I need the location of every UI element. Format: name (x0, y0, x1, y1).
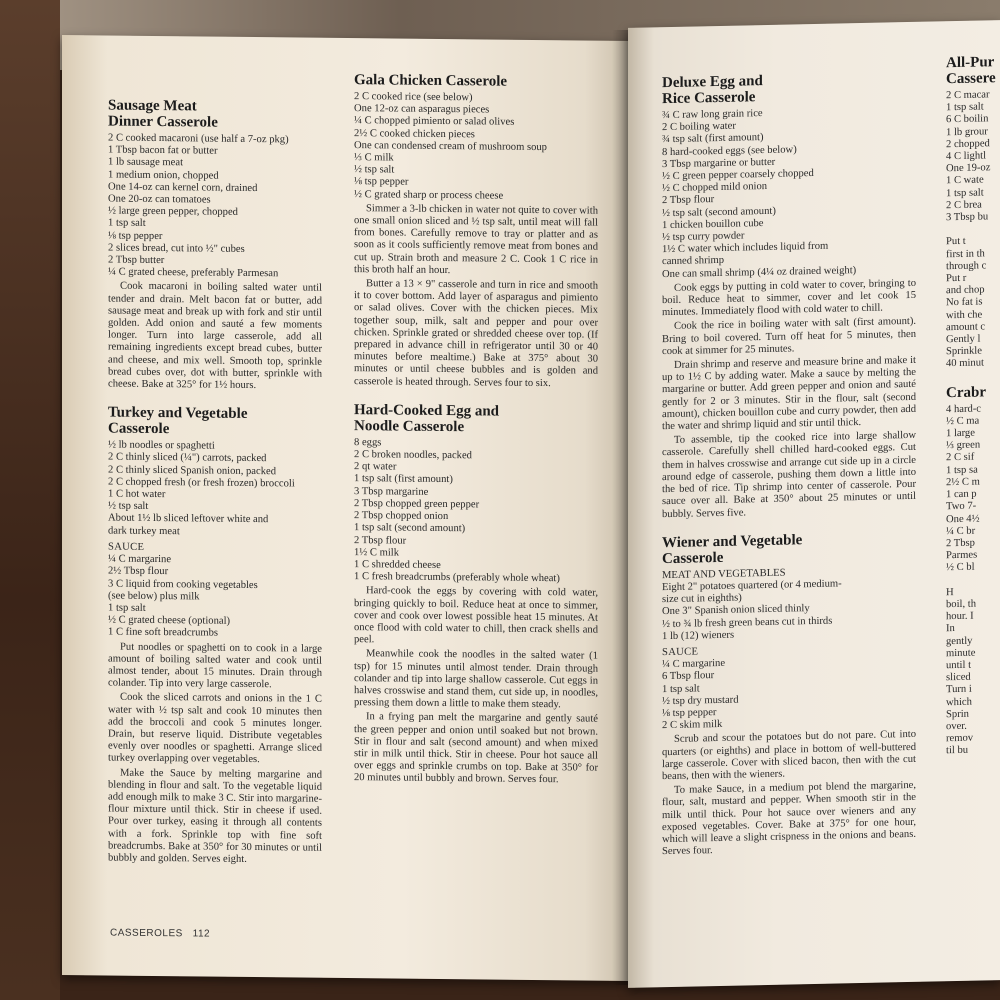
method-paragraph: Cook the rice in boiling water with salt (first amount). Bring to boil covered. Turn off heat for 5 minutes, then cook at simmer for 25 minutes. (662, 316, 916, 358)
sauce-ingredient-list (662, 654, 916, 733)
ingredient-line: 1 lb sausage meat (108, 156, 184, 169)
cut-off-line: 4 C lightl (946, 150, 987, 163)
ingredient-line: 2 Tbsp flour (662, 194, 715, 207)
cut-off-line: ⅓ green (946, 439, 981, 452)
ingredient-line: ½ tsp salt (108, 500, 149, 513)
recipe-title-line: Hard-Cooked Egg and (354, 401, 500, 420)
method-paragraph: Drain shrimp and reserve and measure brine and make it up to 1½ C by adding water. Make a sauce by melting the margarine or butter. Add green pepper and onion and sauté gently for 2 or 3 minutes. Stir in the flour, salt (second amount), chicken bouillon cube and curry powder, then add the water and shrimp liquid and stir until thick. (662, 354, 916, 433)
method-paragraph: Scrub and scour the potatoes but do not pare. Cut into quarters (or eighths) and place in bottom of well-buttered large casserole. Cover with sliced bacon, then with the cut beans, then with the wieners. (662, 729, 916, 783)
ingredient-line: ¾ tsp salt (first amount) (662, 132, 764, 146)
ingredient-line: 1 tsp salt (second amount) (354, 522, 466, 535)
right-page-column-1 (662, 70, 916, 873)
cut-off-line: 1 tsp salt (946, 187, 984, 199)
recipe-title-line: Dinner Casserole (108, 113, 218, 131)
ingredient-line: 2 C cooked macaroni (use half a 7-oz pkg) (108, 132, 289, 146)
method-paragraph: Simmer a 3-lb chicken in water not quite to cover with one small onion sliced and ½ tsp salt, until meat will fall from bones. Carefully remove to tray or platter and as soon as it cools sufficiently remove meat from bones and cut up. Strain broth and measure 2 C. Cook 1 C rice in this broth half an hour. (354, 203, 598, 276)
ingredient-line: 1½ C milk (354, 546, 400, 559)
recipe-title-line: Deluxe Egg and (662, 73, 763, 92)
recipe-title (108, 405, 322, 439)
ingredient-line: One can condensed cream of mushroom soup (354, 139, 547, 153)
cut-off-line: Sprin (946, 708, 969, 720)
ingredient-line: ¾ C raw long grain rice (662, 108, 763, 122)
ingredient-line: 2 C boiling water (662, 120, 736, 134)
ingredient-list (108, 440, 322, 540)
recipe-title-line: Rice Casserole (662, 89, 756, 108)
ingredient-line: About 1½ lb sliced leftover white and (108, 512, 269, 526)
sauce-ingredient-list (108, 554, 322, 642)
cut-off-text-lines (946, 403, 1000, 758)
ingredient-line: canned shrimp (662, 255, 725, 268)
recipe-title-line: Sausage Meat (108, 97, 197, 115)
left-page-column-2 (354, 72, 598, 801)
ingredient-line: 2 slices bread, cut into ½" cubes (108, 242, 245, 255)
cut-off-line: amount c (946, 321, 986, 334)
ingredient-line: 1½ C water which includes liquid from (662, 240, 829, 256)
cut-off-line: Turn i (946, 684, 972, 696)
sauce-ingredient-line: ½ C grated cheese (optional) (108, 614, 231, 627)
sauce-ingredient-line: 1 tsp salt (662, 682, 700, 695)
ingredient-line: 8 hard-cooked eggs (see below) (662, 143, 797, 158)
cut-off-line: One 4½ (946, 513, 980, 525)
sauce-ingredient-line: ¼ C margarine (108, 553, 172, 566)
cut-off-line: gently (946, 635, 973, 647)
method-paragraph: Cook eggs by putting in cold water to cover, bringing to boil. Reduce heat to simmer, cover and let cook 15 minutes. Immediately flood with cold water to chill. (662, 277, 916, 319)
ingredient-line: 3 Tbsp margarine (354, 485, 429, 498)
cut-off-line: til bu (946, 745, 969, 757)
ingredient-line: 2 qt water (354, 461, 397, 473)
cut-off-line: boil, th (946, 598, 977, 611)
ingredient-line: ½ to ¾ lb fresh green beans cut in thirds (662, 615, 833, 630)
recipe (662, 530, 916, 859)
ingredient-list (354, 437, 598, 586)
ingredient-line: 1 Tbsp bacon fat or butter (108, 144, 218, 157)
background-table (0, 0, 60, 1000)
sauce-label: SAUCE (662, 646, 699, 659)
cut-off-line: first in th (946, 248, 985, 260)
ingredient-line: 2 C cooked rice (see below) (354, 91, 473, 104)
ingredient-line: 1 medium onion, chopped (108, 169, 219, 182)
ingredient-line: One 14-oz can kernel corn, drained (108, 181, 258, 194)
ingredient-line: 2 C thinly sliced Spanish onion, packed (108, 464, 277, 477)
cut-off-line: Put t (946, 236, 966, 248)
recipe-title-line: Cassere (946, 70, 996, 88)
footer-page-number: 112 (192, 928, 211, 940)
cut-off-line: One 19-oz (946, 162, 991, 175)
right-page-column-2 (946, 54, 1000, 758)
cut-off-line: hour. I (946, 610, 974, 623)
cut-off-line: minute (946, 647, 976, 659)
cut-off-line: over. (946, 720, 967, 733)
ingredient-line: ½ tsp salt (second amount) (662, 205, 776, 219)
recipe-title (662, 530, 916, 567)
sauce-ingredient-line: 1 tsp salt (108, 602, 146, 614)
ingredient-line: 2 C thinly sliced (¼") carrots, packed (108, 451, 267, 465)
ingredient-line: 2 Tbsp chopped onion (354, 510, 449, 523)
sauce-ingredient-line: ⅛ tsp pepper (662, 706, 717, 720)
ingredient-line: ⅛ tsp pepper (354, 176, 409, 189)
ingredient-line: 2½ C cooked chicken pieces (354, 127, 475, 140)
cut-off-line: Parmes (946, 549, 978, 562)
recipe (662, 70, 916, 521)
recipe-title (108, 98, 322, 132)
cut-off-line: H (946, 586, 954, 598)
ingredient-list (108, 133, 322, 282)
cut-off-line: Two 7- (946, 500, 977, 513)
cut-off-line: and chop (946, 284, 985, 297)
cut-off-line: ½ C ma (946, 415, 980, 428)
ingredient-line: 1 chicken bouillon cube (662, 217, 764, 232)
sauce-ingredient-line: 3 C liquid from cooking vegetables (108, 578, 258, 591)
ingredient-line: 1 C fresh breadcrumbs (preferably whole wheat) (354, 571, 560, 585)
cut-off-line: 3 Tbsp bu (946, 211, 989, 224)
ingredient-line: 1 lb (12) wieners (662, 629, 735, 642)
cut-off-line: 1 large (946, 427, 975, 440)
cut-off-line: 1 lb grour (946, 125, 988, 138)
sauce-ingredient-line: 2½ Tbsp flour (108, 565, 169, 578)
ingredient-line: One 3" Spanish onion sliced thinly (662, 603, 810, 618)
method-paragraph: In a frying pan melt the margarine and gently sauté the green pepper and onion until soaked but not brown. Stir in flour and salt (second amount) and when mixed stir in milk until thick. Stir in cheese. Pour hot sauce all over eggs and sprinkle crumbs on top. Bake at 350° for 20 minutes until bubbly and brown. Serves four. (354, 711, 598, 786)
ingredient-line: dark turkey meat (108, 525, 180, 537)
ingredient-line: 2 Tbsp chopped green pepper (354, 497, 480, 511)
ingredient-line: 2 Tbsp butter (108, 254, 165, 267)
ingredient-list (662, 577, 916, 643)
method-paragraph: Cook macaroni in boiling salted water until tender and drain. Melt bacon fat or butter, add sausage meat and break up with fork and stir until golden. Add onion and sauté a few moments longer. Turn into large casserole, add all remaining ingredients except bread cubes, butter and cheese, and mix well. Smooth top, sprinkle bread cubes over, dot with butter, sprinkle with cheese. Bake at 325° for 1½ hours. (108, 281, 322, 392)
cut-off-line: ½ C bl (946, 561, 975, 574)
footer-section: CASSEROLES (110, 927, 183, 940)
ingredient-line: ½ tsp curry powder (662, 230, 745, 244)
cut-off-line: 2 C brea (946, 199, 982, 212)
cut-off-line: 1 tsp salt (946, 101, 984, 114)
sauce-ingredient-line: 6 Tbsp flour (662, 670, 715, 683)
right-page (628, 20, 1000, 988)
ingredient-line: One 12-oz can asparagus pieces (354, 103, 490, 116)
ingredient-line: ⅛ tsp pepper (108, 230, 163, 242)
ingredient-line: 2 Tbsp flour (354, 534, 407, 547)
sauce-ingredient-line: 2 C skim milk (662, 719, 723, 732)
cut-off-line: until t (946, 659, 972, 672)
recipe (108, 98, 322, 394)
ingredient-list (662, 105, 916, 281)
cut-off-line: 1 can p (946, 488, 977, 501)
ingredient-line: One can small shrimp (4¼ oz drained weight) (662, 264, 857, 280)
cut-off-line: 2 C macar (946, 89, 990, 102)
recipe-title (354, 72, 598, 91)
ingredient-line: 8 eggs (354, 436, 382, 449)
recipe (108, 405, 322, 867)
cut-off-line: Sprinkle (946, 345, 982, 358)
recipe-title-line: Turkey and Vegetable (108, 404, 248, 423)
cut-off-line: 2 C sif (946, 452, 975, 464)
recipe (354, 402, 598, 787)
ingredient-line: ⅓ C milk (354, 152, 394, 164)
recipe-title (662, 70, 916, 107)
method-paragraph: Put noodles or spaghetti on to cook in a large amount of boiling salted water and cook until almost tender, about 15 minutes. Drain through colander. Tip into very large casserole. (108, 641, 322, 691)
method-paragraph: Meanwhile cook the noodles in the salted water (1 tsp) for 15 minutes until almost tender. Drain through colander and tip into large shallow casserole. Cut eggs in halves crosswise and stand them, cut side up, in noodles, pressing them down a little to make them steady. (354, 648, 598, 711)
ingredient-line: 2 C broken noodles, packed (354, 449, 472, 462)
recipe-title-line: Wiener and Vegetable (662, 531, 803, 551)
sauce-ingredient-line: ½ tsp dry mustard (662, 694, 739, 707)
ingredient-line: ½ lb noodles or spaghetti (108, 439, 215, 452)
cut-off-line: 2 Tbsp (946, 537, 975, 550)
ingredient-line: 2 C chopped fresh (or fresh frozen) broccoli (108, 476, 295, 490)
sauce-ingredient-line: (see below) plus milk (108, 590, 200, 603)
cut-off-text-lines (946, 89, 1000, 371)
ingredient-line: ½ C chopped mild onion (662, 181, 768, 195)
cut-off-line: 2 chopped (946, 138, 990, 151)
ingredient-line: One 20-oz can tomatoes (108, 193, 211, 206)
recipe-title-line: Casserole (662, 549, 724, 567)
sauce-ingredient-line: ¼ C margarine (662, 657, 726, 671)
cut-off-line (946, 223, 1000, 236)
method-paragraph: To assemble, tip the cooked rice into large shallow casserole. Carefully shell chilled hard-cooked eggs. Cut them in halves crosswise and arrange cut side up in a circle around edge of casserole, pushing them down a little into the bed of rice. Tip shrimp into center of casserole. Pour sauce over all. Bake at 350° about 25 minutes or until bubbly. Serves five. (662, 430, 916, 520)
ingredient-line: 1 tsp salt (108, 217, 146, 230)
recipe-title-line: Noodle Casserole (354, 417, 465, 436)
cut-off-line: 4 hard-c (946, 403, 981, 415)
cut-off-line: through c (946, 260, 987, 273)
method-paragraph: Make the Sauce by melting margarine and blending in flour and salt. To the vegetable liquid add enough milk to make 3 C. Stir into margarine-flour mixture until thick. Stir in cheese if used. Pour over turkey, easing it through all contents with a fork. Sprinkle top with fine soft breadcrumbs. Bake at 350° for 30 minutes or until bubbly and golden. Serves eight. (108, 767, 322, 865)
method-paragraph: Butter a 13 × 9" casserole and turn in rice and smooth it to cover bottom. Add layer of asparagus and pimiento or salad olives. Cover with the chicken pieces. Mix together soup, milk, salt and pepper and pour over chicken. Sprinkle grated or shredded cheese over top. (If prepared in advance chill in refrigerator until 30 or 40 minutes before mealtime.) Bake at 375° about 30 minutes or until cheese bubbles and is golden and casserole is heated through. Serves four to six. (354, 278, 598, 389)
ingredient-line: ½ large green pepper, chopped (108, 205, 238, 219)
cut-off-line: In (946, 623, 955, 635)
cut-off-line: 1 C wate (946, 174, 984, 187)
ingredient-line: 1 C hot water (108, 488, 166, 501)
ingredient-line: 1 tsp salt (first amount) (354, 473, 453, 486)
ingredient-line: 1 C shredded cheese (354, 558, 441, 571)
ingredient-line: Eight 2" potatoes quartered (or 4 medium- (662, 578, 842, 594)
cut-off-line: Gently l (946, 333, 981, 346)
sauce-ingredient-line: 1 C fine soft breadcrumbs (108, 626, 219, 639)
cut-off-line: 6 C boilin (946, 113, 989, 126)
ingredient-line: ¼ C chopped pimiento or salad olives (354, 115, 515, 129)
left-page (62, 35, 630, 981)
ingredient-line: ½ C green pepper coarsely chopped (662, 168, 814, 183)
ingredient-line: size cut in eighths) (662, 592, 742, 606)
cut-off-line: remov (946, 732, 974, 745)
page-footer (110, 928, 210, 940)
cut-off-line: which (946, 696, 972, 708)
cut-off-line: 40 minut (946, 357, 984, 370)
cut-off-line: 1 tsp sa (946, 464, 978, 476)
cut-off-line: with che (946, 309, 983, 321)
ingredient-group-label: MEAT AND VEGETABLES (662, 567, 786, 581)
ingredient-line: 3 Tbsp margarine or butter (662, 156, 776, 170)
method-paragraph: Cook the sliced carrots and onions in the 1 C water with ½ tsp salt and cook 10 minutes then add the broccoli and cook 5 minutes longer. Drain, but reserve liquid. Distribute vegetables evenly over noodles or spaghetti. Arrange sliced turkey overlapping over vegetables. (108, 691, 322, 766)
recipe-title-line: Gala Chicken Casserole (354, 72, 508, 90)
left-page-column-1 (108, 98, 322, 881)
ingredient-line: ¼ C grated cheese, preferably Parmesan (108, 266, 279, 280)
sauce-label: SAUCE (108, 541, 145, 553)
recipe-title-line: All-Pur (946, 54, 995, 72)
cut-off-line: 2½ C m (946, 476, 980, 489)
cut-off-line: ¼ C br (946, 525, 976, 537)
ingredient-list (354, 91, 598, 203)
recipe-title: Crabr (946, 384, 986, 401)
recipe (354, 72, 598, 390)
recipe-title (946, 54, 1000, 87)
method-paragraph: Hard-cook the eggs by covering with cold water, bringing quickly to boil. Reduce heat at once to simmer, cover and cook over lowest possible heat 15 minutes. At once flood with cold water to chill, then crack shells and peel. (354, 585, 598, 646)
cut-off-line: No fat is (946, 296, 983, 309)
method-paragraph: To make Sauce, in a medium pot blend the margarine, flour, salt, mustard and pepper. When smooth stir in the milk until thick. Pour hot sauce over wieners and any exposed vegetables. Cover. Bake at 375° for one hour, which will leave a slight crispness in the onions and beans. Serves four. (662, 780, 916, 858)
ingredient-line: ½ C grated sharp or process cheese (354, 188, 504, 202)
ingredient-line: ½ tsp salt (354, 164, 395, 176)
cut-off-line: Put r (946, 272, 967, 285)
recipe-title-line: Casserole (108, 420, 170, 438)
cut-off-line: sliced (946, 671, 971, 684)
cut-off-line (946, 573, 1000, 586)
recipe-title (354, 402, 598, 437)
